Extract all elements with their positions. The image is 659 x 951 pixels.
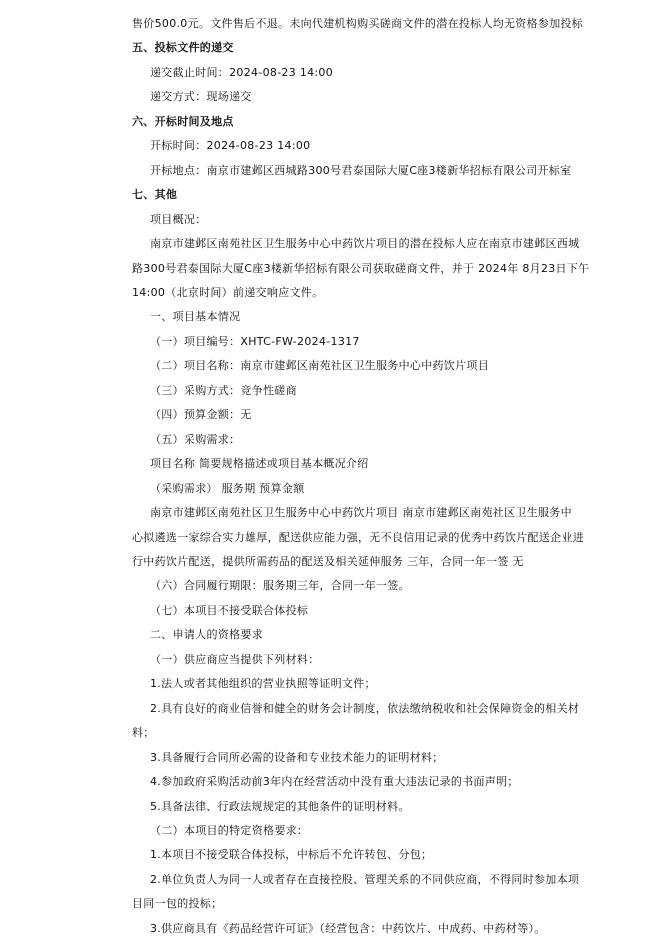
text-line: （三）采购方式：竞争性磋商 [150,383,297,397]
text-line: 南京市建邺区南苑社区卫生服务中心中药饮片项目 南京市建邺区南苑社区卫生服务中 [150,506,572,520]
text-line: 开标时间：2024-08-23 14:00 [150,139,311,153]
text-line: 2.具有良好的商业信誉和健全的财务会计制度，依法缴纳税收和社会保障资金的相关材 [150,701,580,715]
text-line: 1.法人或者其他组织的营业执照等证明文件； [150,677,376,691]
document-body [0,12,659,941]
text-line: （采购需求） 服务期 预算金额 [150,481,305,495]
text-line: （二）本项目的特定资格要求： [150,823,309,837]
text-line: 路300号君泰国际大厦C座3楼新华招标有限公司获取磋商文件，并于 2024年 8月23日下午 [132,261,590,275]
text-line: 14:00（北京时间）前递交响应文件。 [132,285,324,299]
section-heading: 五、投标文件的递交 [132,41,234,55]
text-line: 2.单位负责人为同一人或者存在直接控股、管理关系的不同供应商，不得同时参加本项 [150,872,580,886]
text-line: （一）供应商应当提供下列材料： [150,652,320,666]
text-line: （七）本项目不接受联合体投标 [150,603,309,617]
text-line: 递交方式：现场递交 [150,90,252,104]
text-line: 项目名称 简要规格描述或项目基本概况介绍 [150,457,369,471]
text-line: （一）项目编号：XHTC-FW-2024-1317 [150,334,360,348]
text-line: 4.参加政府采购活动前3年内在经营活动中没有重大违法记录的书面声明； [150,775,519,789]
text-line: 递交截止时间：2024-08-23 14:00 [150,65,334,79]
text-line: 项目概况： [150,212,207,226]
text-line: 行中药饮片配送，提供所需药品的配送及相关延伸服务 三年，合同一年一签 无 [132,554,524,568]
section-heading: 七、其他 [132,188,178,202]
text-line: 心拟遴选一家综合实力雄厚，配送供应能力强，无不良信用记录的优秀中药饮片配送企业进 [132,530,584,544]
text-line: 开标地点：南京市建邺区西城路300号君泰国际大厦C座3楼新华招标有限公司开标室 [150,163,572,177]
text-line: 一、项目基本情况 [150,310,241,324]
text-line: 3.具备履行合同所必需的设备和专业技术能力的证明材料； [150,750,444,764]
text-line: 3.供应商具有《药品经营许可证》（经营包含：中药饮片、中成药、中药材等）。 [150,921,546,935]
text-line: （五）采购需求： [150,432,241,446]
text-line: 5.具备法律、行政法规规定的其他条件的证明材料。 [150,799,410,813]
text-line: （二）项目名称：南京市建邺区南苑社区卫生服务中心中药饮片项目 [150,359,489,373]
text-line: 南京市建邺区南苑社区卫生服务中心中药饮片项目的潜在投标人应在南京市建邺区西城 [150,237,580,251]
text-line: （四）预算金额：无 [150,408,252,422]
text-line: 二、申请人的资格要求 [150,628,263,642]
text-line: 售价500.0元。文件售后不退。未向代建机构购买磋商文件的潜在投标人均无资格参加投标 [132,17,584,30]
text-line: 料； [132,726,155,740]
section-heading: 六、开标时间及地点 [132,114,234,128]
text-line: 1.本项目不接受联合体投标，中标后不允许转包、分包； [150,848,433,862]
text-line: （六）合同履行期限：服务期三年，合同一年一签。 [150,579,410,593]
text-line: 目同一包的投标； [132,897,223,911]
